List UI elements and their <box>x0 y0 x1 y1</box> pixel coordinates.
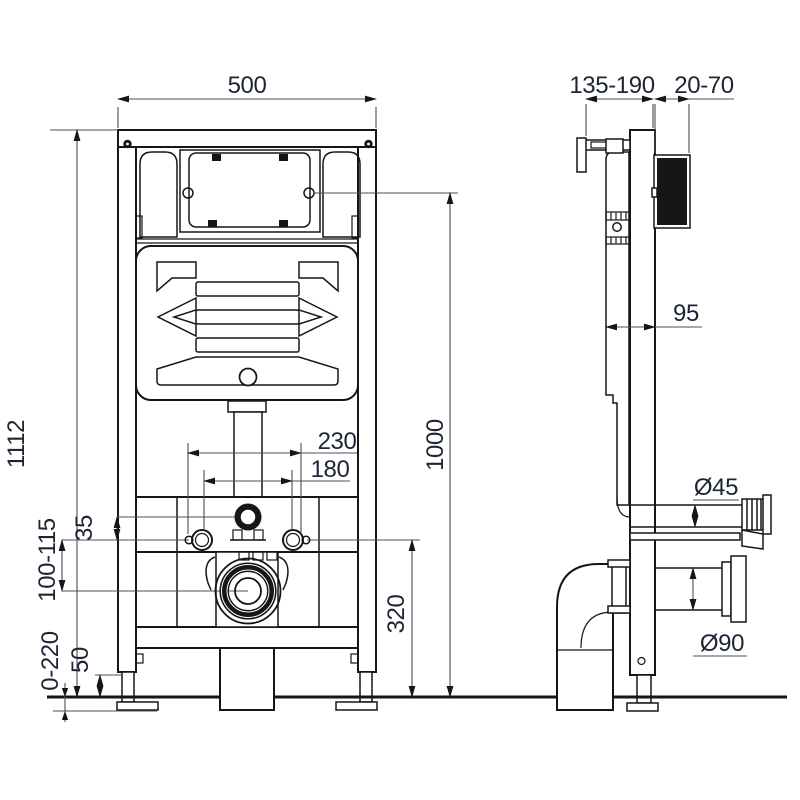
connector-cap <box>763 495 771 534</box>
access-screw-left <box>183 188 193 198</box>
foot-plate-right <box>336 702 377 710</box>
dim-wall-bracket-range <box>569 72 654 136</box>
rib-slat-1 <box>196 282 299 296</box>
dim-label-flush-bend-offset: 35 <box>71 515 98 541</box>
dim-label-plate-housing-depth: 20-70 <box>674 72 734 99</box>
rib-slat-2 <box>196 310 299 324</box>
access-opening-frame <box>180 150 320 232</box>
fixing-rod-side <box>630 533 740 540</box>
top-screw-hole-right-center <box>367 143 370 146</box>
front-outlet-box <box>220 648 274 710</box>
access-clip-top-right <box>279 154 288 161</box>
rib-slat-3 <box>196 338 299 352</box>
side-panel-left <box>140 152 177 237</box>
dim-plate-housing-depth <box>655 72 734 153</box>
dim-fixing-to-outlet <box>34 518 62 602</box>
leg-tab-left <box>136 654 143 663</box>
side-leg-stem <box>637 675 651 703</box>
side-tank-profile <box>606 152 629 505</box>
foot-plate-left <box>117 702 158 710</box>
leg-tab-right <box>351 654 358 663</box>
dim-label-outlet-diameter: Ø90 <box>699 630 745 657</box>
dim-flush-bend-offset <box>71 515 117 541</box>
bracket-clamp-block <box>606 139 623 153</box>
dim-label-panel-height: 1000 <box>422 419 449 471</box>
dim-frame-width <box>118 72 376 128</box>
flush-pipe-connector <box>742 495 771 549</box>
tank-drain-dot <box>240 369 257 386</box>
access-clip-bottom-left <box>208 220 217 227</box>
dim-frame-height <box>3 130 118 697</box>
outlet-clip-left <box>206 557 215 590</box>
dim-label-flush-pipe-diameter: Ø45 <box>693 474 739 501</box>
flush-plate-housing <box>652 155 690 228</box>
dim-flush-pipe-diameter <box>693 474 739 527</box>
dim-label-frame-width: 500 <box>227 72 267 99</box>
housing-fill <box>657 158 687 225</box>
access-opening-inner <box>189 153 310 227</box>
side-foot-plate <box>627 703 658 711</box>
dim-label-fixing-to-outlet: 100-115 <box>34 518 61 602</box>
side-frame-profile <box>630 130 655 675</box>
access-clip-bottom-right <box>279 220 288 227</box>
dim-label-frame-depth: 95 <box>673 300 699 327</box>
dim-label-fixing-spacing-inner: 180 <box>310 456 350 483</box>
outlet-flange-2 <box>731 556 746 622</box>
top-screw-hole-left-center <box>126 143 129 146</box>
bracket-wall-plate <box>577 138 586 172</box>
dim-label-height-adjustment: 0-220 <box>37 631 64 691</box>
flush-bend-bore <box>240 509 256 525</box>
flush-pipe-collar <box>228 401 266 412</box>
housing-latch <box>652 188 657 197</box>
dim-label-leg-height: 50 <box>67 647 94 673</box>
access-screw-right <box>304 188 314 198</box>
front-view <box>62 130 420 710</box>
pan-connector-flange-bottom <box>608 606 630 613</box>
dim-label-wall-bracket-range: 135-190 <box>569 72 655 99</box>
dim-label-frame-height: 1112 <box>3 419 30 469</box>
dim-label-fixing-height: 320 <box>383 594 410 634</box>
bottom-rail <box>136 627 358 648</box>
outlet-flange-1 <box>722 562 731 616</box>
dim-leg-height <box>67 647 122 697</box>
flush-down-pipe <box>234 412 262 498</box>
dim-fixing-height <box>383 540 412 697</box>
drain-elbow <box>557 564 613 710</box>
dim-label-fixing-spacing-outer: 230 <box>317 428 357 455</box>
front-top-bar <box>118 130 376 147</box>
connector-flange <box>742 530 763 549</box>
pan-connector-flange-top <box>608 560 630 567</box>
access-clip-top-left <box>212 154 221 161</box>
side-panel-right <box>323 152 360 237</box>
